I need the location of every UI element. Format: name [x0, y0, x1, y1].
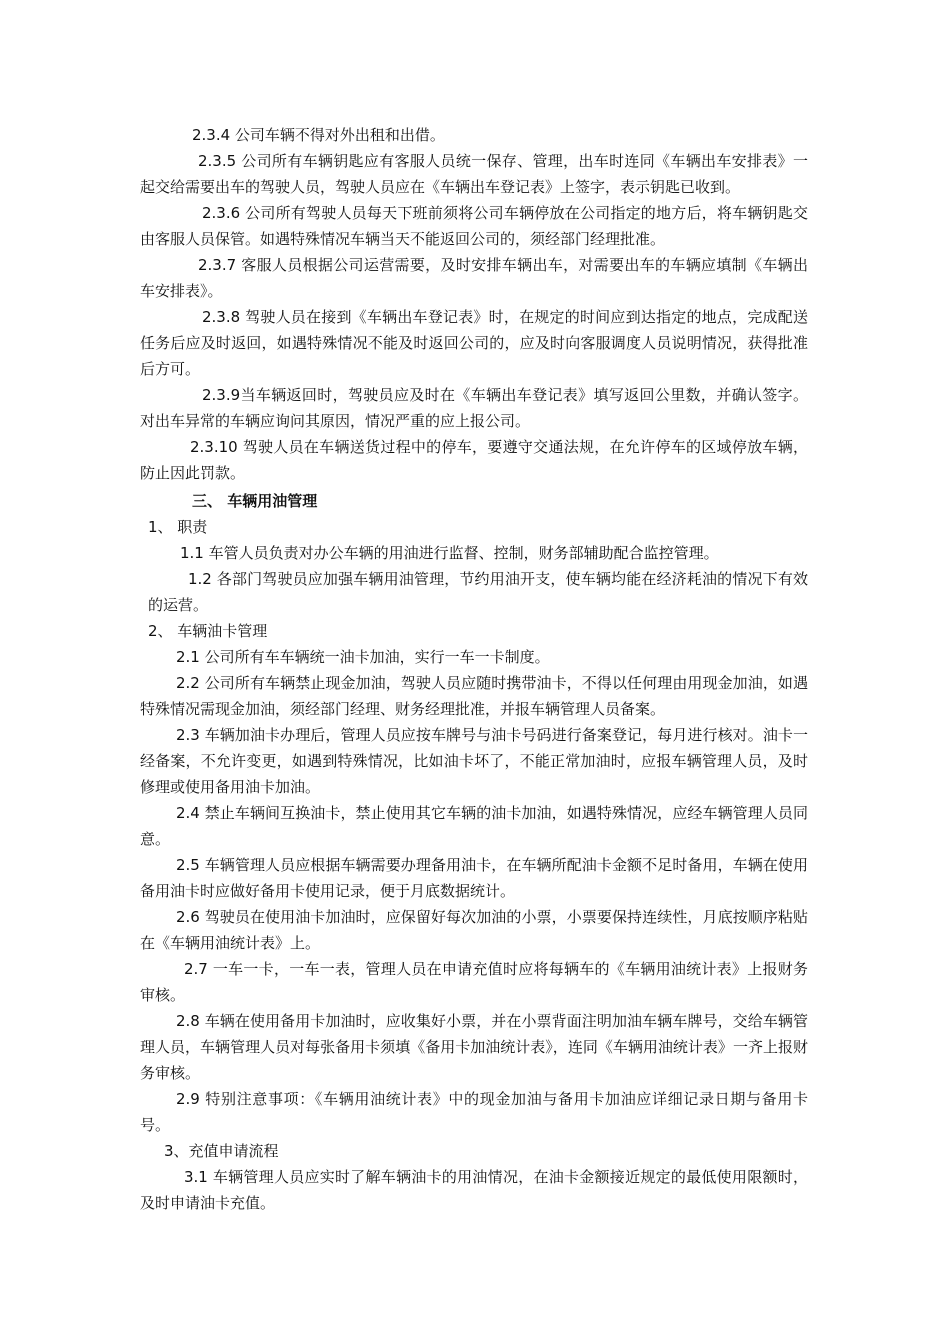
- paragraph-2-1: 2.1 公司所有车车辆统一油卡加油，实行一车一卡制度。: [176, 648, 550, 666]
- paragraph-2-3-6: 2.3.6 公司所有驾驶人员每天下班前须将公司车辆停放在公司指定的地方后，将车辆钥匙交由客服人员保管。如遇特殊情况车辆当天不能返回公司的，须经部门经理批准。: [140, 204, 808, 248]
- paragraph-2-3: 2.3 车辆加油卡办理后，管理人员应按车牌号与油卡号码进行备案登记，每月进行核对。油卡一经备案，不允许变更，如遇到特殊情况，比如油卡坏了，不能正常加油时，应报车辆管理人员，及时修理或使用备用油卡加油。: [140, 726, 808, 796]
- paragraph-2-3-5: 2.3.5 公司所有车辆钥匙应有客服人员统一保存、管理，出车时连同《车辆出车安排表》一起交给需要出车的驾驶人员，驾驶人员应在《车辆出车登记表》上签字，表示钥匙已收到。: [140, 152, 808, 196]
- paragraph-1-2: 1.2 各部门驾驶员应加强车辆用油管理，节约用油开支，使车辆均能在经济耗油的情况下有效的运营。: [148, 570, 808, 614]
- paragraph-2-3-8: 2.3.8 驾驶人员在接到《车辆出车登记表》时，在规定的时间应到达指定的地点，完成配送任务后应及时返回，如遇特殊情况不能及时返回公司的，应及时向客服调度人员说明情况，获得批准后方可。: [140, 308, 808, 378]
- subheading-1: 1、 职责: [148, 518, 208, 536]
- paragraph-1-1: 1.1 车管人员负责对办公车辆的用油进行监督、控制，财务部辅助配合监控管理。: [180, 544, 719, 562]
- paragraph-2-5: 2.5 车辆管理人员应根据车辆需要办理备用油卡，在车辆所配油卡金额不足时备用，车辆在使用备用油卡时应做好备用卡使用记录，便于月底数据统计。: [140, 856, 808, 900]
- paragraph-2-3-7: 2.3.7 客服人员根据公司运营需要，及时安排车辆出车，对需要出车的车辆应填制《车辆出车安排表》。: [140, 256, 808, 300]
- paragraph-2-3-4: 2.3.4 公司车辆不得对外出租和出借。: [192, 126, 445, 144]
- document-body: [140, 122, 808, 1216]
- paragraph-2-3-9: 2.3.9当车辆返回时，驾驶员应及时在《车辆出车登记表》填写返回公里数，并确认签字。对出车异常的车辆应询问其原因，情况严重的应上报公司。: [140, 386, 808, 430]
- paragraph-2-3-10: 2.3.10 驾驶人员在车辆送货过程中的停车，要遵守交通法规，在允许停车的区域停放车辆，防止因此罚款。: [140, 438, 808, 482]
- subheading-2: 2、 车辆油卡管理: [148, 622, 268, 640]
- paragraph-2-4: 2.4 禁止车辆间互换油卡，禁止使用其它车辆的油卡加油，如遇特殊情况，应经车辆管理人员同意。: [140, 804, 808, 848]
- paragraph-2-6: 2.6 驾驶员在使用油卡加油时，应保留好每次加油的小票，小票要保持连续性，月底按顺序粘贴在《车辆用油统计表》上。: [140, 908, 808, 952]
- paragraph-2-2: 2.2 公司所有车辆禁止现金加油，驾驶人员应随时携带油卡，不得以任何理由用现金加油，如遇特殊情况需现金加油，须经部门经理、财务经理批准，并报车辆管理人员备案。: [140, 674, 808, 718]
- subheading-3: 3、充值申请流程: [164, 1142, 279, 1160]
- paragraph-3-1: 3.1 车辆管理人员应实时了解车辆油卡的用油情况，在油卡金额接近规定的最低使用限额时，及时申请油卡充值。: [140, 1168, 808, 1212]
- paragraph-2-9: 2.9 特别注意事项：《车辆用油统计表》中的现金加油与备用卡加油应详细记录日期与备用卡号。: [140, 1090, 808, 1134]
- paragraph-2-8: 2.8 车辆在使用备用卡加油时，应收集好小票，并在小票背面注明加油车辆车牌号，交给车辆管理人员，车辆管理人员对每张备用卡须填《备用卡加油统计表》，连同《车辆用油统计表》一齐上报财务审核。: [140, 1012, 808, 1082]
- paragraph-2-7: 2.7 一车一卡，一车一表，管理人员在申请充值时应将每辆车的《车辆用油统计表》上报财务审核。: [140, 960, 808, 1004]
- section-heading-3: 三、 车辆用油管理: [192, 492, 318, 510]
